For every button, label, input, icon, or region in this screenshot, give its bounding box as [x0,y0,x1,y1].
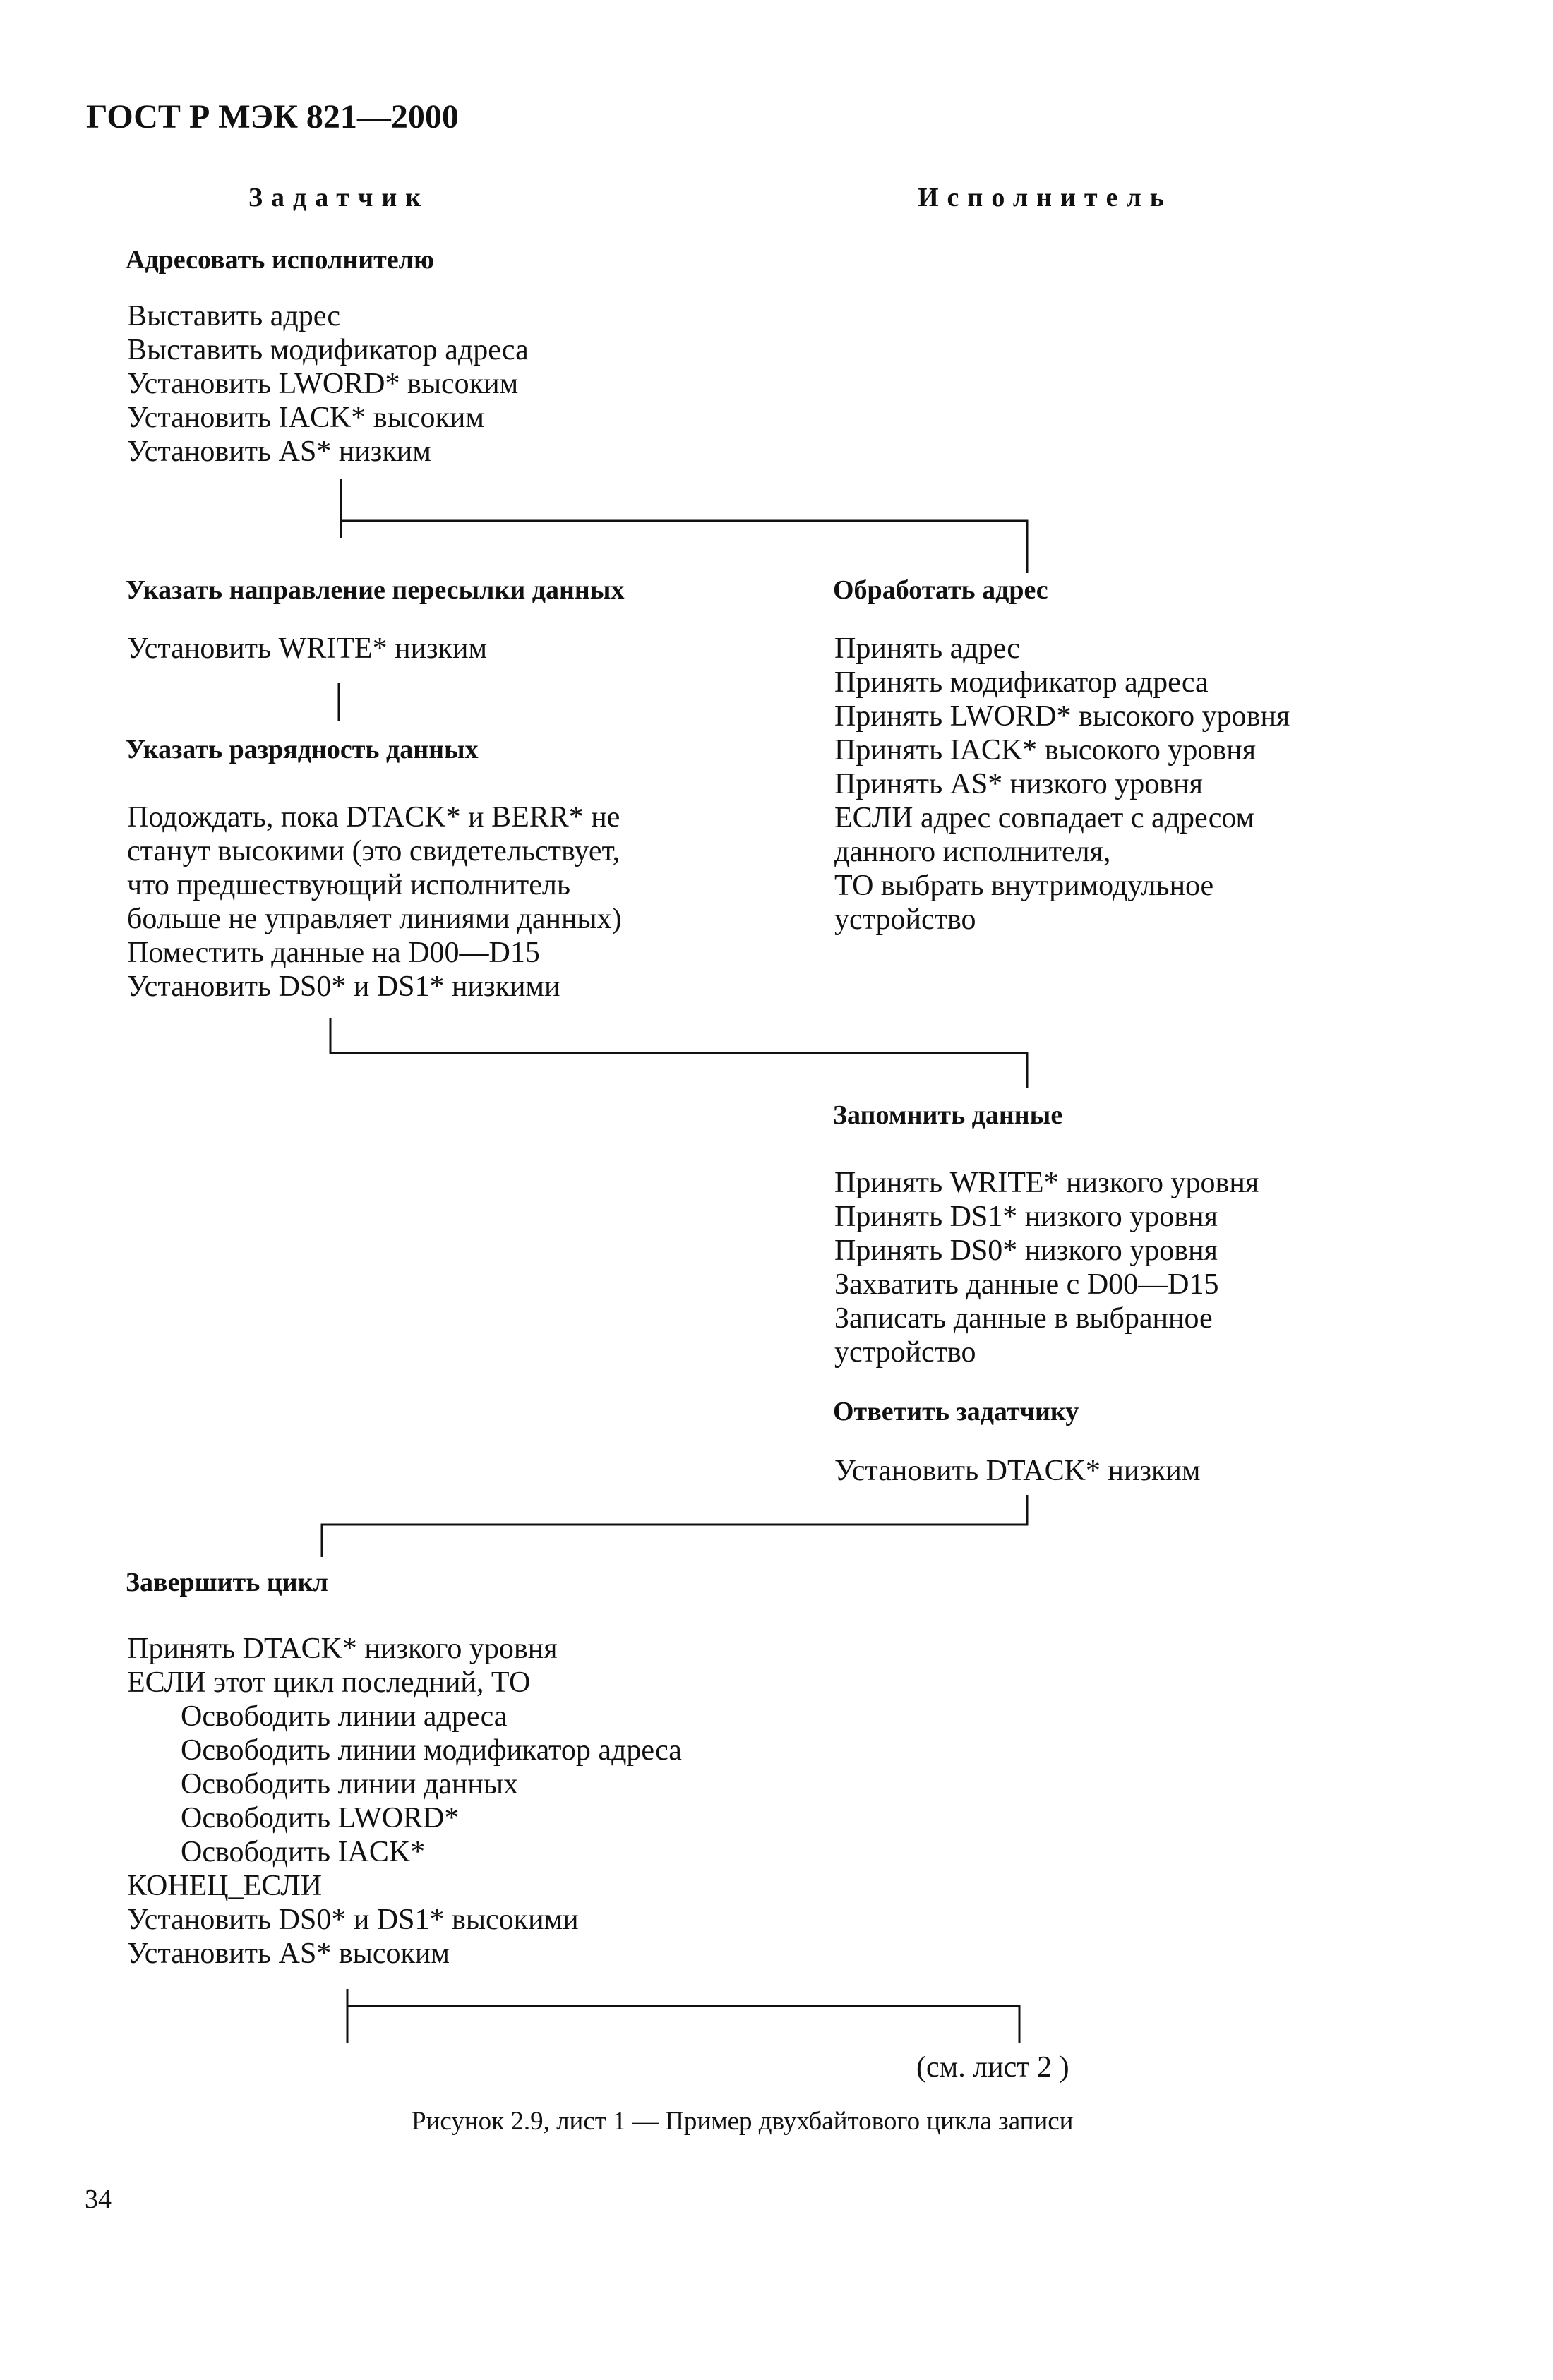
connector-finish-to-next [347,1989,1019,2043]
continuation-note: (см. лист 2 ) [916,2051,1069,2084]
section-title-process-address: Обработать адрес [833,575,1048,605]
text-line: Принять DS1* низкого уровня [834,1201,1218,1233]
text-line-indented: Освободить IACK* [181,1836,426,1868]
column-heading-slave: Исполнитель [918,183,1173,212]
text-line: ЕСЛИ адрес совпадает с адресом [834,802,1255,834]
text-line: что предшествующий исполнитель [127,869,571,901]
text-line: Записать данные в выбранное [834,1302,1213,1335]
text-line-indented: Освободить LWORD* [181,1802,460,1834]
text-line: Принять DTACK* низкого уровня [127,1633,558,1665]
text-line: Установить AS* высоким [127,1937,450,1970]
section-title-finish: Завершить цикл [126,1568,328,1597]
section-title-store-data: Запомнить данные [833,1100,1063,1130]
figure-caption: Рисунок 2.9, лист 1 — Пример двухбайтового цикла записи [412,2107,1074,2136]
text-line: КОНЕЦ_ЕСЛИ [127,1870,323,1902]
text-line: Установить DS0* и DS1* высокими [127,1904,579,1936]
page-number: 34 [85,2184,112,2214]
text-line: Принять AS* низкого уровня [834,768,1203,800]
text-line-indented: Освободить линии адреса [181,1700,508,1733]
text-line: Принять IACK* высокого уровня [834,734,1257,767]
text-line: Подождать, пока DTACK* и BERR* не [127,801,620,834]
text-line: устройство [834,1336,976,1369]
text-line: устройство [834,903,976,936]
text-line: Поместить данные на D00—D15 [127,937,540,969]
section-title-respond: Ответить задатчику [833,1397,1079,1426]
text-line: Принять DS0* низкого уровня [834,1234,1218,1267]
text-line: Принять адрес [834,632,1020,665]
text-line: Выставить модификатор адреса [127,334,529,366]
text-line: Принять WRITE* низкого уровня [834,1167,1259,1199]
connector-width-to-store [330,1018,1027,1088]
text-line: Выставить адрес [127,300,341,332]
section-title-direction: Указать направление пересылки данных [126,575,625,605]
connector-address-to-process [341,479,1027,573]
text-line: Установить AS* низким [127,435,431,468]
section-title-address-slave: Адресовать исполнителю [126,245,434,275]
text-line: станут высокими (это свидетельствует, [127,835,620,867]
text-line: Установить LWORD* высоким [127,368,519,400]
text-line-indented: Освободить линии данных [181,1768,519,1801]
text-line: Принять модификатор адреса [834,666,1209,699]
connector-respond-to-finish [322,1495,1027,1557]
text-line: больше не управляет линиями данных) [127,903,622,935]
text-line: Принять LWORD* высокого уровня [834,700,1290,733]
text-line: ТО выбрать внутримодульное [834,870,1214,902]
text-line: Установить DS0* и DS1* низкими [127,970,560,1003]
text-line-indented: Освободить линии модификатор адреса [181,1734,682,1767]
text-line: Установить DTACK* низким [834,1455,1201,1487]
text-line: Установить WRITE* низким [127,632,488,665]
text-line: ЕСЛИ этот цикл последний, ТО [127,1666,531,1699]
text-line: Захватить данные с D00—D15 [834,1268,1219,1301]
column-heading-master: Задатчик [248,183,430,212]
text-line: данного исполнителя, [834,836,1111,868]
section-title-width: Указать разрядность данных [126,735,479,764]
document-id: ГОСТ Р МЭК 821—2000 [86,98,459,136]
text-line: Установить IACK* высоким [127,402,484,434]
